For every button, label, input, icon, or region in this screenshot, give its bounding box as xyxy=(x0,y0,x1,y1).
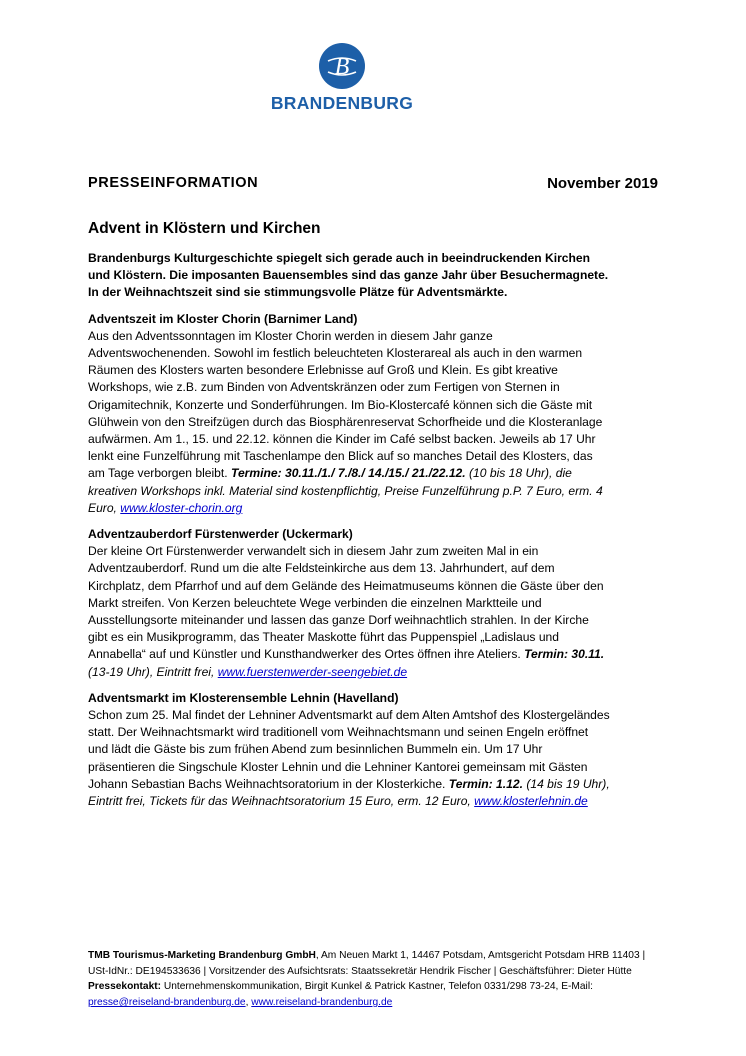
footer-line1: , Am Neuen Markt 1, 14467 Potsdam, Amtsgericht Potsdam HRB 11403 | USt-IdNr.: DE194533636 | Vorsitzender des Aufsichtsrats: Staatssekretär Hendrik Fischer | Geschäftsführer: Dieter Hütte xyxy=(88,950,646,977)
section-paragraph xyxy=(88,707,610,810)
footer-text xyxy=(88,948,668,1011)
document-date: November 2019 xyxy=(547,175,658,192)
klosterlehnin-link[interactable]: www.klosterlehnin.de xyxy=(474,794,588,809)
section-details: (10 bis 18 Uhr), die kreativen Workshops inkl. Material sind kostenpflichtig, Preise Funzelführung p.P. 7 Euro, erm. 4 Euro, xyxy=(88,466,603,515)
section-lehnin xyxy=(88,690,610,810)
brandenburg-emblem-icon xyxy=(318,42,366,90)
section-body: Der kleine Ort Fürstenwerder verwandelt sich in diesem Jahr zum zweiten Mal in ein Adventzauberdorf. Rund um die alte Feldsteinkirche aus dem 13. Jahrhundert, auf dem Kirchplatz, dem Pfarrhof und auf dem Gelände des Heimatmuseums können die Gäste über den Markt streifen. Von Kerzen beleuchtete Wege verbinden die einzelnen Marktteile und Ausstellungsorte miteinander und lassen das ganze Dorf weihnachtlich strahlen. In der Kirche gibt es ein Musikprogramm, das Theater Maskotte führt das Puppenspiel „Ladislaus und Annabella“ auf und Künstler und Kunsthandwerker des Ortes öffnen ihre Ateliers. xyxy=(88,544,604,662)
section-body: Schon zum 25. Mal findet der Lehniner Adventsmarkt auf dem Alten Amtshof des Klostergeländes statt. Der Weihnachtsmarkt wird traditionell vom Weihnachtsmann und seinen Engeln eröffnet und lädt die Gäste bis zum frühen Abend zum besinnlichen Bummeln ein. Um 17 Uhr präsentieren die Singschule Kloster Lehnin und die Lehniner Kantorei gemeinsam mit Gästen Johann Sebastian Bachs Weihnachtsoratorium in der Klosterkiche. xyxy=(88,708,610,791)
press-email-link[interactable]: presse@reiseland-brandenburg.de xyxy=(88,997,246,1009)
intro-paragraph: Brandenburgs Kulturgeschichte spiegelt sich gerade auch in beeindruckenden Kirchen und Klöstern. Die imposanten Bauensembles sind das ganze Jahr über Besuchermagnete. In der Weihnachtszeit sind sie stimmungsvolle Plätze für Adventsmärkte. xyxy=(88,251,609,300)
section-details: (14 bis 19 Uhr), Eintritt frei, Tickets für das Weihnachtsoratorium 15 Euro, erm. 12 Euro, xyxy=(88,776,610,809)
section-paragraph xyxy=(88,328,610,517)
footer-separator: , xyxy=(245,997,249,1009)
section-fuerstenwerder xyxy=(88,526,610,681)
footer-line2: Unternehmenskommunikation, Birgit Kunkel & Patrick Kastner, Telefon 0331/298 73-24, E-Mail: xyxy=(161,981,593,993)
section-details: (13-19 Uhr), Eintritt frei, xyxy=(88,664,215,679)
logo-wordmark: BRANDENBURG xyxy=(270,93,414,113)
section-heading: Adventzauberdorf Fürstenwerder (Uckermark) xyxy=(88,527,353,542)
document-header xyxy=(88,175,658,197)
section-termin: Termine: 30.11./1./ 7./8./ 14./15./ 21./22.12. xyxy=(231,466,466,481)
article-body xyxy=(88,250,610,819)
footer-company: TMB Tourismus-Marketing Brandenburg GmbH xyxy=(88,950,316,961)
website-link[interactable]: www.reiseland-brandenburg.de xyxy=(251,997,393,1009)
section-chorin xyxy=(88,311,610,517)
footer-imprint xyxy=(88,948,668,1011)
fuerstenwerder-link[interactable]: www.fuerstenwerder-seengebiet.de xyxy=(217,664,408,679)
section-heading: Adventszeit im Kloster Chorin (Barnimer Land) xyxy=(88,311,358,326)
section-body: Aus den Adventssonntagen im Kloster Chorin werden in diesem Jahr ganze Adventswochenenden. Sowohl im festlich beleuchteten Klosterareal als auch in den warmen Räumen des Klosters warten besondere Erlebnisse auf Groß und Klein. Es gibt kreative Workshops, wie z.B. zum Binden von Adventskränzen oder zum Fertigen von Sternen in Origamitechnik, Konzerte und Sonderführungen. Im Bio-Klostercafé können sich die Gäste mit Glühwein von den Streifzügen durch das Biosphärenreservat Schorfheide und die Klosteranlage aufwärmen. Am 1., 15. und 22.12. können die Kinder im Café selbst backen. Jeweils ab 17 Uhr lenkt eine Funzelführung mit Taschenlampe den Blick auf so manches Detail des Klosters, das am Tage verborgen bleibt. xyxy=(88,328,603,481)
page-title: Advent in Klöstern und Kirchen xyxy=(88,220,321,237)
footer-contact-label: Pressekontakt: xyxy=(88,981,162,993)
section-termin: Termin: 30.11. xyxy=(524,647,605,662)
section-paragraph xyxy=(88,543,610,681)
section-termin: Termin: 1.12. xyxy=(448,776,523,791)
logo-monogram: B xyxy=(334,54,350,80)
press-info-label: PRESSEINFORMATION xyxy=(88,175,259,191)
kloster-chorin-link[interactable]: www.kloster-chorin.org xyxy=(120,500,243,515)
brandenburg-logo xyxy=(262,42,422,114)
section-heading: Adventsmarkt im Klosterensemble Lehnin (Havelland) xyxy=(88,690,399,705)
